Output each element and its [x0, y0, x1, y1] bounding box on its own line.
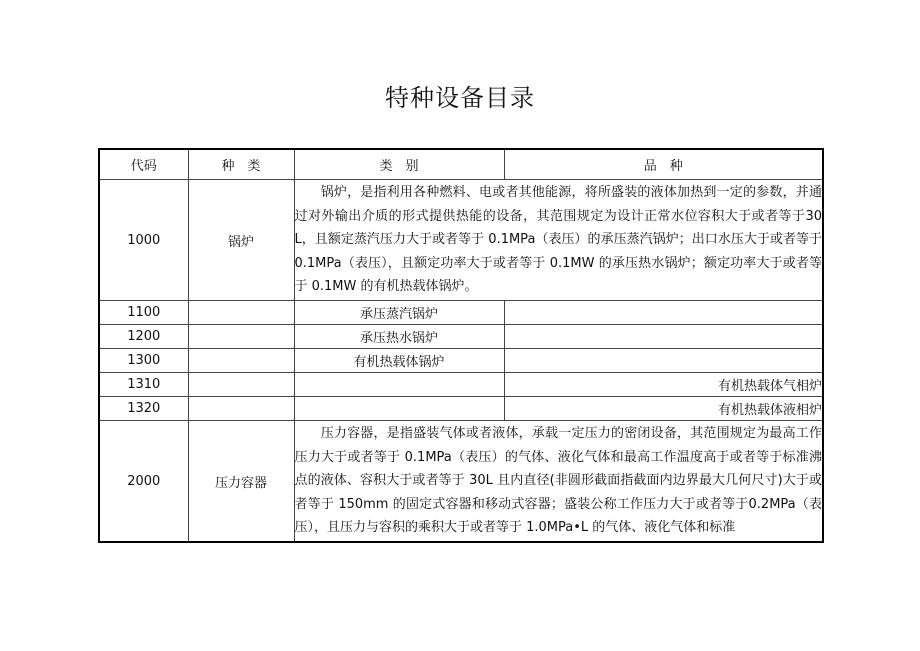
row-kind	[188, 397, 294, 421]
table-row	[99, 373, 823, 397]
row-kind	[188, 373, 294, 397]
table-row	[99, 325, 823, 349]
header-code: 代码	[99, 149, 188, 180]
row-category	[294, 373, 504, 397]
row-category: 有机热载体锅炉	[294, 349, 504, 373]
header-kind: 种 类	[188, 149, 294, 180]
row-variety	[504, 301, 823, 325]
row-kind: 压力容器	[188, 421, 294, 543]
row-category: 承压蒸汽锅炉	[294, 301, 504, 325]
row-code: 1310	[99, 373, 188, 397]
row-description	[294, 421, 823, 543]
table-row	[99, 397, 823, 421]
header-category: 类 别	[294, 149, 504, 180]
row-code: 1200	[99, 325, 188, 349]
row-description	[294, 180, 823, 301]
row-description-text: 锅炉，是指利用各种燃料、电或者其他能源，将所盛装的液体加热到一定的参数，并通过对外输出介质的形式提供热能的设备，其范围规定为设计正常水位容积大于或者等于30L，且额定蒸汽压力大于或者等于 0.1MPa（表压）的承压蒸汽锅炉；出口水压大于或者等于 0.1MPa（表压），且额定功率大于或者等于 0.1MW 的承压热水锅炉；额定功率大于或者等于 0.1MW 的有机热载体锅炉。	[294, 185, 822, 295]
table-row	[99, 421, 823, 543]
table-row	[99, 301, 823, 325]
row-variety	[504, 349, 823, 373]
page-title: 特种设备目录	[385, 84, 535, 112]
row-category: 承压热水锅炉	[294, 325, 504, 349]
table-row	[99, 349, 823, 373]
row-code: 1300	[99, 349, 188, 373]
row-kind	[188, 325, 294, 349]
row-variety	[504, 325, 823, 349]
table-row	[99, 180, 823, 301]
row-kind: 锅炉	[188, 180, 294, 301]
row-variety: 有机热载体液相炉	[504, 397, 823, 421]
row-code: 1100	[99, 301, 188, 325]
row-category	[294, 397, 504, 421]
row-code: 1320	[99, 397, 188, 421]
row-description-text: 压力容器，是指盛装气体或者液体，承载一定压力的密闭设备，其范围规定为最高工作压力大于或者等于 0.1MPa（表压）的气体、液化气体和最高工作温度高于或者等于标准沸点的液体、容积大于或者等于 30L 且内直径(非圆形截面指截面内边界最大几何尺寸)大于或者等于 150mm 的固定式容器和移动式容器；盛装公称工作压力大于或者等于0.2MPa（表压），且压力与容积的乘积大于或者等于 1.0MPa•L 的气体、液化气体和标准	[294, 426, 822, 536]
equipment-catalog-table	[98, 148, 824, 543]
header-variety: 品 种	[504, 149, 823, 180]
table-header-row	[99, 149, 823, 180]
row-kind	[188, 301, 294, 325]
row-code: 2000	[99, 421, 188, 543]
row-variety: 有机热载体气相炉	[504, 373, 823, 397]
row-code: 1000	[99, 180, 188, 301]
row-kind	[188, 349, 294, 373]
